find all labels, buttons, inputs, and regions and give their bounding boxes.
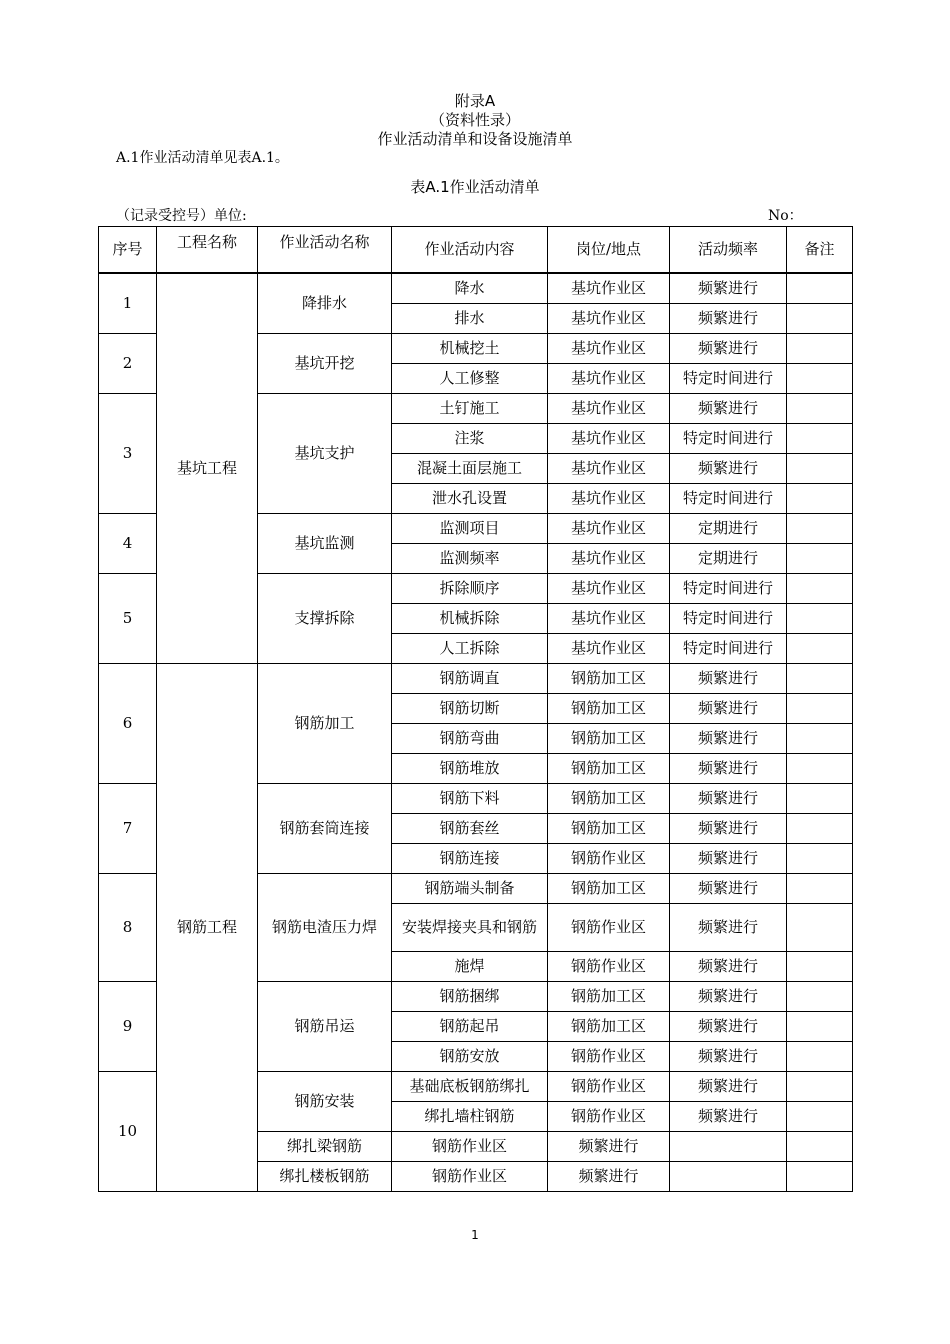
- cell-remark: [787, 574, 853, 604]
- cell-activity: 钢筋套筒连接: [258, 784, 392, 874]
- cell-remark: [787, 394, 853, 424]
- cell-content: 机械挖土: [392, 334, 548, 364]
- appendix-title: 附录A: [454, 92, 496, 110]
- cell-frequency: 特定时间进行: [670, 634, 787, 664]
- cell-content: 钢筋捆绑: [392, 982, 548, 1012]
- cell-content: 钢筋作业区: [392, 1132, 548, 1162]
- cell-content: 钢筋下料: [392, 784, 548, 814]
- cell-frequency: 频繁进行: [670, 304, 787, 334]
- cell-seq: 10: [99, 1072, 157, 1192]
- cell-content: 钢筋调直: [392, 664, 548, 694]
- cell-content: 钢筋套丝: [392, 814, 548, 844]
- cell-remark: [787, 1012, 853, 1042]
- cell-activity: 绑扎楼板钢筋: [258, 1162, 392, 1192]
- cell-content: 钢筋切断: [392, 694, 548, 724]
- cell-remark: [787, 844, 853, 874]
- cell-remark: [787, 724, 853, 754]
- header-location: 岗位/地点: [548, 227, 670, 274]
- cell-frequency: 频繁进行: [670, 664, 787, 694]
- header-project: 工程名称: [157, 227, 258, 274]
- cell-activity: 钢筋加工: [258, 664, 392, 784]
- header-activity: 作业活动名称: [258, 227, 392, 274]
- cell-location: 基坑作业区: [548, 454, 670, 484]
- cell-location: 钢筋加工区: [548, 814, 670, 844]
- cell-location: 基坑作业区: [548, 484, 670, 514]
- cell-content: 排水: [392, 304, 548, 334]
- cell-frequency: 定期进行: [670, 514, 787, 544]
- cell-remark: [787, 904, 853, 952]
- cell-frequency: 频繁进行: [670, 952, 787, 982]
- cell-frequency: 频繁进行: [670, 394, 787, 424]
- cell-activity: 钢筋安装: [258, 1072, 392, 1132]
- cell-location: 基坑作业区: [548, 394, 670, 424]
- cell-remark: [787, 982, 853, 1012]
- cell-frequency: 频繁进行: [670, 454, 787, 484]
- cell-content: 钢筋堆放: [392, 754, 548, 784]
- cell-frequency: 频繁进行: [670, 982, 787, 1012]
- cell-location: 钢筋作业区: [548, 844, 670, 874]
- cell-activity: 钢筋电渣压力焊: [258, 874, 392, 982]
- cell-frequency: 频繁进行: [670, 1072, 787, 1102]
- cell-activity: 绑扎梁钢筋: [258, 1132, 392, 1162]
- cell-seq: 6: [99, 664, 157, 784]
- cell-content: 监测频率: [392, 544, 548, 574]
- cell-location: 基坑作业区: [548, 634, 670, 664]
- cell-frequency: 频繁进行: [670, 904, 787, 952]
- appendix-heading: 作业活动清单和设备设施清单: [377, 130, 573, 148]
- cell-project: 基坑工程: [157, 273, 258, 664]
- cell-location: 基坑作业区: [548, 514, 670, 544]
- cell-frequency: 频繁进行: [670, 1102, 787, 1132]
- cell-remark: [787, 952, 853, 982]
- cell-location: 基坑作业区: [548, 273, 670, 304]
- cell-activity: 降排水: [258, 273, 392, 334]
- cell-content: 安装焊接夹具和钢筋: [392, 904, 548, 952]
- cell-frequency: 频繁进行: [670, 1042, 787, 1072]
- cell-remark: [787, 484, 853, 514]
- cell-content: 土钉施工: [392, 394, 548, 424]
- record-label: （记录受控号）单位:: [116, 208, 247, 224]
- cell-location: 频繁进行: [548, 1132, 670, 1162]
- cell-content: 降水: [392, 273, 548, 304]
- cell-remark: [787, 664, 853, 694]
- cell-activity: 基坑监测: [258, 514, 392, 574]
- cell-content: 泄水孔设置: [392, 484, 548, 514]
- cell-location: 钢筋加工区: [548, 664, 670, 694]
- cell-frequency: 特定时间进行: [670, 484, 787, 514]
- cell-frequency: 频繁进行: [670, 754, 787, 784]
- cell-frequency: 特定时间进行: [670, 364, 787, 394]
- cell-remark: [787, 604, 853, 634]
- cell-frequency: 频繁进行: [670, 814, 787, 844]
- header-remark: 备注: [787, 227, 853, 274]
- cell-frequency: 频繁进行: [670, 784, 787, 814]
- header-frequency: 活动频率: [670, 227, 787, 274]
- cell-remark: [787, 1162, 853, 1192]
- cell-activity: 基坑支护: [258, 394, 392, 514]
- cell-remark: [787, 874, 853, 904]
- cell-remark: [787, 454, 853, 484]
- cell-location: 基坑作业区: [548, 364, 670, 394]
- cell-content: 钢筋作业区: [392, 1162, 548, 1192]
- cell-content: 人工拆除: [392, 634, 548, 664]
- cell-frequency: 频繁进行: [670, 334, 787, 364]
- cell-frequency: [670, 1162, 787, 1192]
- cell-content: 拆除顺序: [392, 574, 548, 604]
- cell-remark: [787, 634, 853, 664]
- page-number: 1: [471, 1228, 479, 1242]
- cell-content: 注浆: [392, 424, 548, 454]
- cell-location: 基坑作业区: [548, 304, 670, 334]
- cell-location: 钢筋作业区: [548, 1042, 670, 1072]
- table-caption: 表A.1作业活动清单: [410, 178, 540, 196]
- cell-seq: 4: [99, 514, 157, 574]
- cell-activity: 钢筋吊运: [258, 982, 392, 1072]
- cell-remark: [787, 1072, 853, 1102]
- cell-location: 钢筋作业区: [548, 1072, 670, 1102]
- cell-location: 基坑作业区: [548, 604, 670, 634]
- cell-frequency: 频繁进行: [670, 874, 787, 904]
- header-seq: 序号: [99, 227, 157, 274]
- cell-location: 钢筋加工区: [548, 784, 670, 814]
- table-header-row: [99, 227, 853, 274]
- cell-location: 钢筋加工区: [548, 754, 670, 784]
- table-row: [99, 273, 853, 304]
- cell-seq: 1: [99, 273, 157, 334]
- cell-remark: [787, 1042, 853, 1072]
- cell-remark: [787, 754, 853, 784]
- cell-remark: [787, 424, 853, 454]
- cell-frequency: 频繁进行: [670, 273, 787, 304]
- cell-location: 基坑作业区: [548, 424, 670, 454]
- table-row: [99, 664, 853, 694]
- no-label: No：: [768, 208, 803, 224]
- cell-remark: [787, 694, 853, 724]
- cell-content: 钢筋连接: [392, 844, 548, 874]
- cell-content: 基础底板钢筋绑扎: [392, 1072, 548, 1102]
- cell-remark: [787, 1132, 853, 1162]
- cell-frequency: 特定时间进行: [670, 574, 787, 604]
- cell-location: 钢筋作业区: [548, 1102, 670, 1132]
- cell-location: 钢筋加工区: [548, 694, 670, 724]
- cell-content: 机械拆除: [392, 604, 548, 634]
- cell-location: 钢筋加工区: [548, 1012, 670, 1042]
- cell-frequency: 频繁进行: [670, 1012, 787, 1042]
- cell-frequency: 频繁进行: [670, 694, 787, 724]
- cell-content: 混凝土面层施工: [392, 454, 548, 484]
- cell-seq: 8: [99, 874, 157, 982]
- cell-remark: [787, 784, 853, 814]
- cell-activity: 支撑拆除: [258, 574, 392, 664]
- cell-content: 监测项目: [392, 514, 548, 544]
- cell-location: 钢筋加工区: [548, 982, 670, 1012]
- cell-activity: 基坑开挖: [258, 334, 392, 394]
- cell-location: 基坑作业区: [548, 334, 670, 364]
- cell-location: 钢筋作业区: [548, 904, 670, 952]
- cell-seq: 2: [99, 334, 157, 394]
- cell-location: 基坑作业区: [548, 574, 670, 604]
- cell-content: 钢筋弯曲: [392, 724, 548, 754]
- cell-location: 钢筋加工区: [548, 874, 670, 904]
- cell-content: 绑扎墙柱钢筋: [392, 1102, 548, 1132]
- cell-remark: [787, 1102, 853, 1132]
- intro-text: A.1作业活动清单见表A.1。: [116, 150, 289, 166]
- cell-seq: 5: [99, 574, 157, 664]
- cell-seq: 7: [99, 784, 157, 874]
- cell-frequency: 特定时间进行: [670, 424, 787, 454]
- cell-seq: 9: [99, 982, 157, 1072]
- cell-content: 钢筋端头制备: [392, 874, 548, 904]
- cell-remark: [787, 514, 853, 544]
- cell-location: 钢筋加工区: [548, 724, 670, 754]
- activity-table: [98, 226, 853, 1192]
- cell-content: 钢筋起吊: [392, 1012, 548, 1042]
- cell-remark: [787, 364, 853, 394]
- cell-remark: [787, 273, 853, 304]
- cell-location: 频繁进行: [548, 1162, 670, 1192]
- cell-content: 钢筋安放: [392, 1042, 548, 1072]
- cell-frequency: 定期进行: [670, 544, 787, 574]
- cell-frequency: 特定时间进行: [670, 604, 787, 634]
- cell-content: 人工修整: [392, 364, 548, 394]
- cell-location: 基坑作业区: [548, 544, 670, 574]
- header-content: 作业活动内容: [392, 227, 548, 274]
- cell-remark: [787, 304, 853, 334]
- cell-frequency: 频繁进行: [670, 844, 787, 874]
- appendix-subtitle: （资料性录）: [429, 111, 520, 129]
- cell-location: 钢筋作业区: [548, 952, 670, 982]
- cell-remark: [787, 814, 853, 844]
- cell-content: 施焊: [392, 952, 548, 982]
- cell-seq: 3: [99, 394, 157, 514]
- cell-remark: [787, 544, 853, 574]
- cell-frequency: [670, 1132, 787, 1162]
- cell-frequency: 频繁进行: [670, 724, 787, 754]
- cell-remark: [787, 334, 853, 364]
- cell-project: 钢筋工程: [157, 664, 258, 1192]
